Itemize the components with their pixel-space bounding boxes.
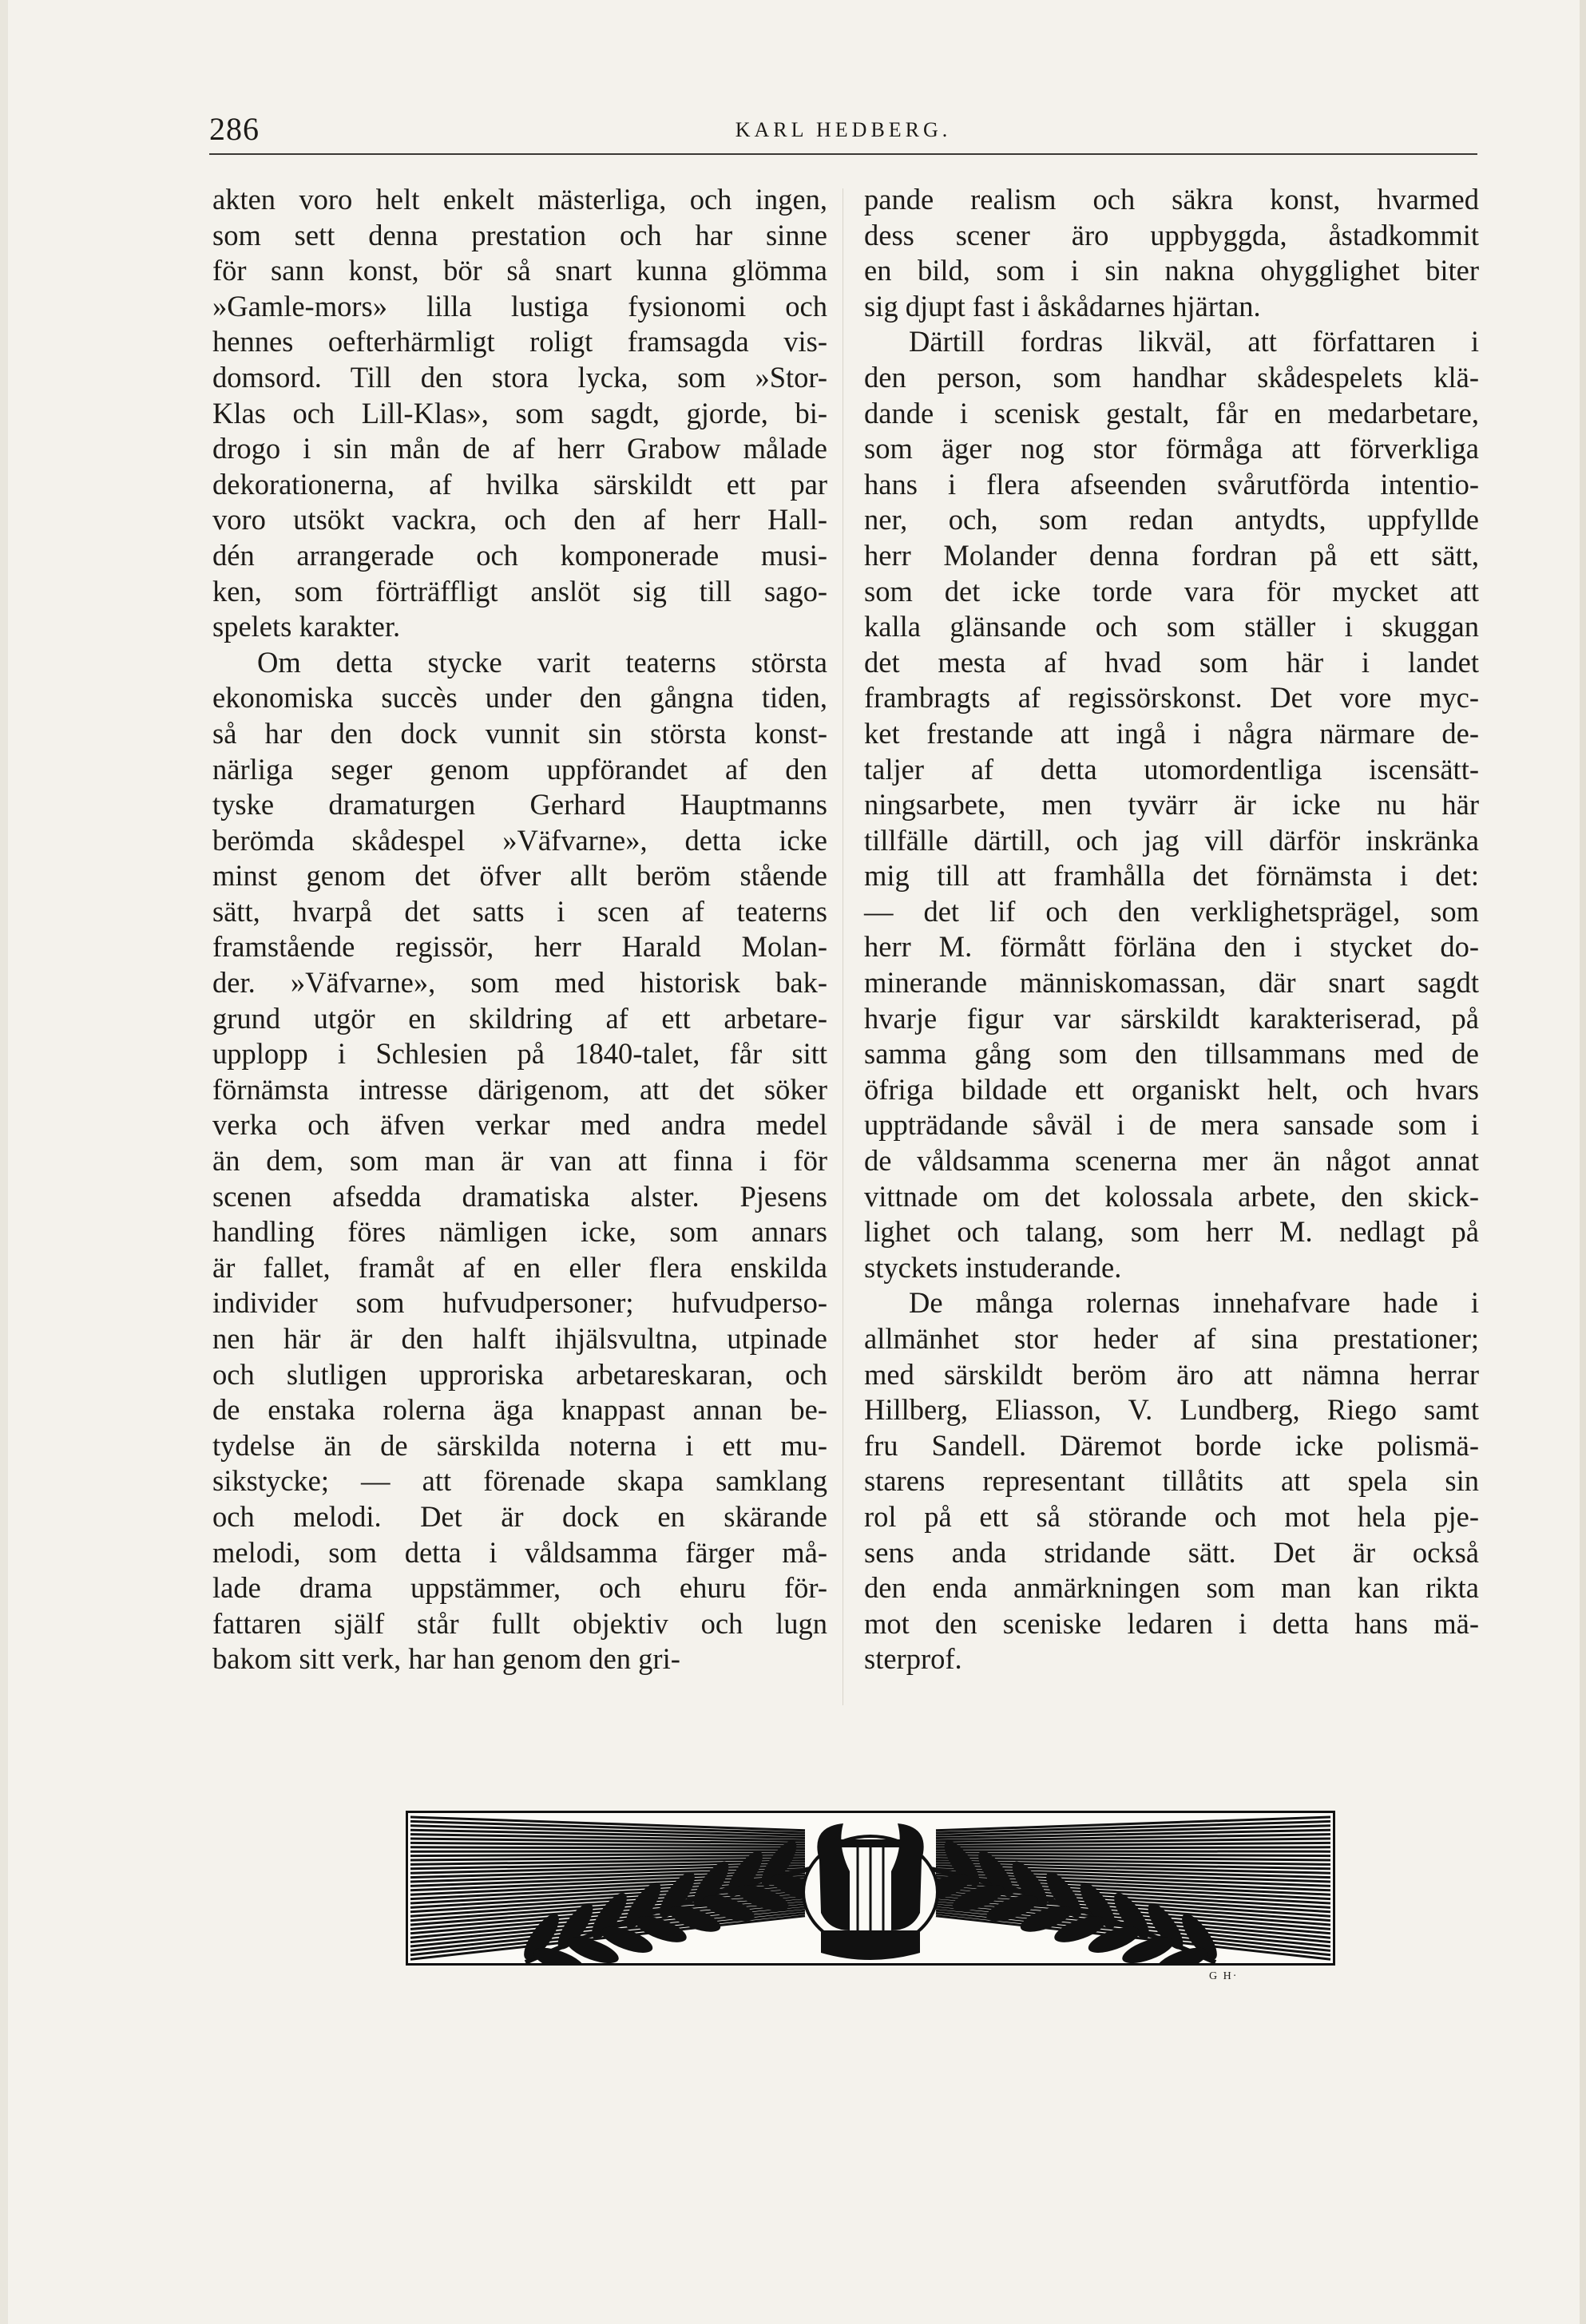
text-line: tillfälle därtill, och jag vill därför inskränka bbox=[864, 823, 1479, 857]
text-line: handling föres nämligen icke, som annars bbox=[212, 1215, 827, 1249]
text-line: den person, som handhar skådespelets klä- bbox=[864, 360, 1479, 394]
text-line: det mesta af hvad som här i landet bbox=[864, 645, 1479, 679]
text-line: allmänhet stor heder af sina prestationer; bbox=[864, 1322, 1479, 1355]
text-line: sätt, hvarpå det satts i scen af teaterns bbox=[212, 894, 827, 928]
text-line: sikstycke; — att förenade skapa samklang bbox=[212, 1464, 827, 1498]
text-line: öfriga bildade ett organiskt helt, och hvars bbox=[864, 1072, 1479, 1106]
text-line: lighet och talang, som herr M. nedlagt på bbox=[864, 1215, 1479, 1249]
text-line: ningsarbete, men tyvärr är icke nu här bbox=[864, 788, 1479, 822]
text-line: voro utsökt vackra, och den af herr Hall- bbox=[212, 503, 827, 536]
text-line: med särskildt beröm äro att nämna herrar bbox=[864, 1357, 1479, 1391]
text-line: rol på ett så störande och mot hela pje- bbox=[864, 1499, 1479, 1533]
text-line: upplopp i Schlesien på 1840-talet, får sitt bbox=[212, 1037, 827, 1071]
text-line: Klas och Lill-Klas», som sagdt, gjorde, bi- bbox=[212, 396, 827, 430]
text-line: de enstaka rolerna äga knappast annan be- bbox=[212, 1393, 827, 1427]
text-line: mig till att framhålla det förnämsta i det: bbox=[864, 859, 1479, 893]
text-line: fru Sandell. Däremot borde icke polismä- bbox=[864, 1428, 1479, 1462]
lyre-laurel-icon bbox=[406, 1811, 1335, 1966]
text-line: bakom sitt verk, har han genom den gri- bbox=[212, 1642, 680, 1676]
text-line: så har den dock vunnit sin största konst- bbox=[212, 716, 827, 750]
text-line: är fallet, framåt af en eller flera enskilda bbox=[212, 1250, 827, 1284]
text-line: starens representant tillåtits att spela sin bbox=[864, 1464, 1479, 1498]
text-line: De många rolernas innehafvare hade i bbox=[909, 1286, 1479, 1320]
text-line: akten voro helt enkelt mästerliga, och ingen, bbox=[212, 183, 827, 216]
page-header bbox=[209, 110, 1477, 155]
text-line: sig djupt fast i åskådarnes hjärtan. bbox=[864, 289, 1261, 323]
text-line: — det lif och den verklighetsprägel, som bbox=[864, 894, 1479, 928]
text-line: och melodi. Det är dock en skärande bbox=[212, 1499, 827, 1533]
text-line: närliga seger genom uppförandet af den bbox=[212, 752, 827, 786]
text-line: tydelse än de särskilda noterna i ett mu- bbox=[212, 1428, 827, 1462]
text-line: samma gång som den tillsammans med de bbox=[864, 1037, 1479, 1071]
text-line: nen här är den halft ihjälsvultna, utpinade bbox=[212, 1322, 827, 1355]
text-line: kalla glänsande och som ställer i skuggan bbox=[864, 610, 1479, 643]
text-line: individer som hufvudpersoner; hufvudperso- bbox=[212, 1286, 827, 1320]
text-line: minerande människomassan, där snart sagdt bbox=[864, 966, 1479, 1000]
ornament-monogram: G H· bbox=[1209, 1970, 1239, 1982]
text-line: sens anda stridande sätt. Det är också bbox=[864, 1535, 1479, 1569]
text-line: mot den sceniske ledaren i detta hans mä- bbox=[864, 1606, 1479, 1640]
running-head: KARL HEDBERG. bbox=[735, 118, 952, 141]
text-line: som det icke torde vara för mycket att bbox=[864, 574, 1479, 608]
text-line: pande realism och säkra konst, hvarmed bbox=[864, 183, 1479, 216]
text-line: frambragts af regissörskonst. Det vore myc- bbox=[864, 681, 1479, 715]
text-line: hennes oefterhärmligt roligt framsagda vis- bbox=[212, 325, 827, 358]
text-line: ekonomiska succès under den gångna tiden, bbox=[212, 681, 827, 715]
text-line: herr M. förmått förläna den i stycket do- bbox=[864, 930, 1479, 964]
text-line: dén arrangerade och komponerade musi- bbox=[212, 538, 827, 572]
text-line: styckets instuderande. bbox=[864, 1250, 1122, 1284]
text-line: »Gamle-mors» lilla lustiga fysionomi och bbox=[212, 289, 827, 323]
page-number: 286 bbox=[209, 111, 260, 147]
text-line: lade drama uppstämmer, och ehuru för- bbox=[212, 1571, 827, 1605]
text-line: uppträdande såväl i de mera sansade som i bbox=[864, 1108, 1479, 1142]
text-line: der. »Väfvarne», som med historisk bak- bbox=[212, 966, 827, 1000]
text-line: än dem, som man är van att finna i för bbox=[212, 1144, 827, 1178]
left-column bbox=[212, 182, 827, 1677]
lyre-vignette bbox=[406, 1811, 1335, 1966]
text-line: som sett denna prestation och har sinne bbox=[212, 218, 827, 251]
text-line: hvarje figur var särskildt karakteriserad, på bbox=[864, 1001, 1479, 1035]
text-line: Därtill fordras likväl, att författaren i bbox=[909, 325, 1479, 358]
text-line: Om detta stycke varit teaterns största bbox=[257, 645, 827, 679]
text-line: minst genom det öfver allt beröm stående bbox=[212, 859, 827, 893]
text-line: dande i scenisk gestalt, får en medarbetare, bbox=[864, 396, 1479, 430]
text-line: spelets karakter. bbox=[212, 610, 401, 643]
text-line: melodi, som detta i våldsamma färger må- bbox=[212, 1535, 827, 1569]
text-line: dekorationerna, af hvilka särskildt ett par bbox=[212, 467, 827, 501]
text-line: ket frestande att ingå i några närmare de- bbox=[864, 716, 1479, 750]
right-column bbox=[864, 182, 1479, 1677]
text-line: för sann konst, bör så snart kunna glömma bbox=[212, 254, 827, 287]
text-line: ken, som förträffligt anslöt sig till sago- bbox=[212, 574, 827, 608]
text-line: drogo i sin mån de af herr Grabow målade bbox=[212, 432, 827, 465]
text-line: herr Molander denna fordran på ett sätt, bbox=[864, 538, 1479, 572]
text-line: hans i flera afseenden svårutförda intentio- bbox=[864, 467, 1479, 501]
text-line: Hillberg, Eliasson, V. Lundberg, Riego samt bbox=[864, 1393, 1479, 1427]
text-line: taljer af detta utomordentliga iscensätt- bbox=[864, 752, 1479, 786]
text-line: dess scener äro uppbyggda, åstadkommit bbox=[864, 218, 1479, 251]
text-line: de våldsamma scenerna mer än något annat bbox=[864, 1144, 1479, 1178]
text-line: verka och äfven verkar med andra medel bbox=[212, 1108, 827, 1142]
text-line: som äger nog stor förmåga att förverkliga bbox=[864, 432, 1479, 465]
text-line: den enda anmärkningen som man kan rikta bbox=[864, 1571, 1479, 1605]
text-line: en bild, som i sin nakna ohygglighet biter bbox=[864, 254, 1479, 287]
text-line: tyske dramaturgen Gerhard Hauptmanns bbox=[212, 788, 827, 822]
text-line: sterprof. bbox=[864, 1642, 962, 1676]
text-line: ner, och, som redan antydts, uppfyllde bbox=[864, 503, 1479, 536]
text-line: scenen afsedda dramatiska alster. Pjesens bbox=[212, 1179, 827, 1213]
text-line: förnämsta intresse därigenom, att det söker bbox=[212, 1072, 827, 1106]
text-line: fattaren själf står fullt objektiv och lugn bbox=[212, 1606, 827, 1640]
text-line: berömda skådespel »Väfvarne», detta icke bbox=[212, 823, 827, 857]
text-line: vittnade om det kolossala arbete, den skick- bbox=[864, 1179, 1479, 1213]
text-line: och slutligen upproriska arbetareskaran, och bbox=[212, 1357, 827, 1391]
text-line: grund utgör en skildring af ett arbetare- bbox=[212, 1001, 827, 1035]
text-line: framstående regissör, herr Harald Molan- bbox=[212, 930, 827, 964]
text-line: domsord. Till den stora lycka, som »Stor- bbox=[212, 360, 827, 394]
